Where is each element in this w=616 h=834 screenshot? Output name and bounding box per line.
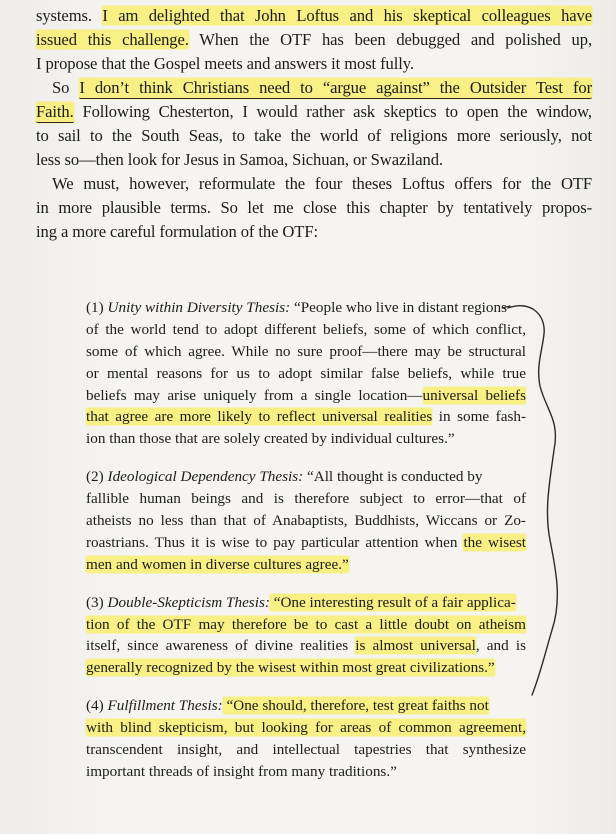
text-span: “People who live in distant regions — [290, 299, 507, 316]
body-text — [36, 4, 592, 244]
text-span: itself, since awareness of divine realities — [86, 637, 356, 655]
text-span: in some fash- — [432, 408, 527, 426]
p1-line-1 — [36, 4, 592, 28]
highlighted-text: “One interesting result of a fair applica- — [269, 593, 516, 611]
thesis-line — [86, 466, 526, 488]
thesis-line: fallible human beings and is therefore subject to error—that of — [86, 490, 526, 508]
text-span: , and is — [475, 637, 526, 655]
highlighted-text: the wisest — [463, 533, 526, 551]
highlighted-text: generally recognized by the wisest within most great civilizations.” — [86, 659, 495, 677]
thesis-line — [86, 614, 526, 636]
highlighted-text: issued this challenge. — [36, 30, 189, 49]
thesis-name: Fulfillment Thesis: — [107, 697, 223, 715]
thesis-line — [86, 657, 526, 679]
thesis-4 — [86, 695, 526, 783]
highlighted-text: that agree are more likely to reflect universal realities — [86, 408, 433, 426]
text-span: beliefs may arise uniquely from a single location— — [86, 386, 423, 404]
thesis-3 — [86, 592, 526, 680]
p2-line-3: to sail to the South Seas, to take the world of religions more seriously, not — [36, 126, 592, 145]
thesis-name: Ideological Dependency Thesis: — [107, 468, 304, 486]
thesis-line — [86, 717, 526, 739]
thesis-line: or mental reasons for us to adopt similar false beliefs, while true — [86, 364, 526, 382]
theses-list — [86, 297, 526, 799]
highlighted-text: is almost universal — [355, 637, 476, 655]
thesis-line: atheists no less than that of Anabaptists, Buddhists, Wiccans or Zo- — [86, 512, 526, 530]
p2-line-2 — [36, 100, 592, 124]
p3-line-2: in more plausible terms. So let me close this chapter by tentatively propos- — [36, 198, 592, 217]
p1-line-2 — [36, 28, 592, 52]
thesis-line — [86, 695, 526, 717]
text-span: Following Chesterton, I would rather ask skeptics to open the window, — [73, 102, 592, 121]
text-span: When the OTF has been debugged and polished up, — [188, 30, 592, 49]
text-span: I propose that the Gospel meets and answers it most fully. — [36, 54, 414, 73]
highlighted-text: I am delighted that John Loftus and his skeptical colleagues have — [102, 6, 592, 25]
p2-line-1 — [36, 76, 592, 100]
thesis-line: transcendent insight, and intellectual tapestries that synthesize — [86, 741, 526, 759]
thesis-line: some of which agree. While no sure proof—there may be structural — [86, 342, 526, 360]
p1-line-3 — [36, 52, 592, 76]
thesis-name: Unity within Diversity Thesis: — [107, 299, 291, 316]
thesis-line — [86, 635, 526, 657]
p2-line-4: less so—then look for Jesus in Samoa, Sichuan, or Swaziland. — [36, 150, 443, 169]
thesis-line — [86, 385, 526, 407]
text-span: So — [52, 78, 80, 97]
text-span: systems. — [36, 6, 103, 25]
highlighted-text: “One should, therefore, test great faiths not — [222, 697, 489, 715]
thesis-line — [86, 554, 526, 576]
thesis-line: ion than those that are solely created by individual cultures.” — [86, 430, 455, 448]
thesis-line — [86, 297, 526, 319]
thesis-number: (4) — [86, 697, 108, 715]
thesis-line: of the world tend to adopt different beliefs, some of which conflict, — [86, 320, 526, 338]
highlighted-text: universal beliefs — [422, 386, 526, 404]
thesis-line — [86, 406, 526, 428]
highlighted-underlined-text: I don’t think Christians need to “argue against” the Outsider Test for — [79, 78, 593, 97]
p3-line-3: ing a more careful formulation of the OTF: — [36, 222, 318, 241]
thesis-line: important threads of insight from many traditions.” — [86, 762, 397, 780]
thesis-number: (2) — [86, 468, 108, 486]
thesis-1 — [86, 297, 526, 450]
thesis-line — [86, 592, 526, 614]
thesis-2 — [86, 466, 526, 575]
p3-line-1: We must, however, reformulate the four theses Loftus offers for the OTF — [52, 174, 592, 193]
highlighted-underlined-text: Faith. — [36, 102, 74, 121]
thesis-number: (1) — [86, 299, 108, 316]
thesis-number: (3) — [86, 593, 108, 611]
text-span: roastrians. Thus it is wise to pay particular attention when — [86, 533, 464, 551]
text-span: “All thought is conducted by — [303, 468, 483, 486]
highlighted-text: men and women in diverse cultures agree.” — [86, 555, 349, 573]
thesis-line — [86, 532, 526, 554]
highlighted-text: with blind skepticism, but looking for areas of common agreement, — [86, 719, 526, 737]
highlighted-text: tion of the OTF may therefore be to cast a little doubt on atheism — [86, 615, 526, 633]
thesis-name: Double-Skepticism Thesis: — [107, 593, 270, 611]
